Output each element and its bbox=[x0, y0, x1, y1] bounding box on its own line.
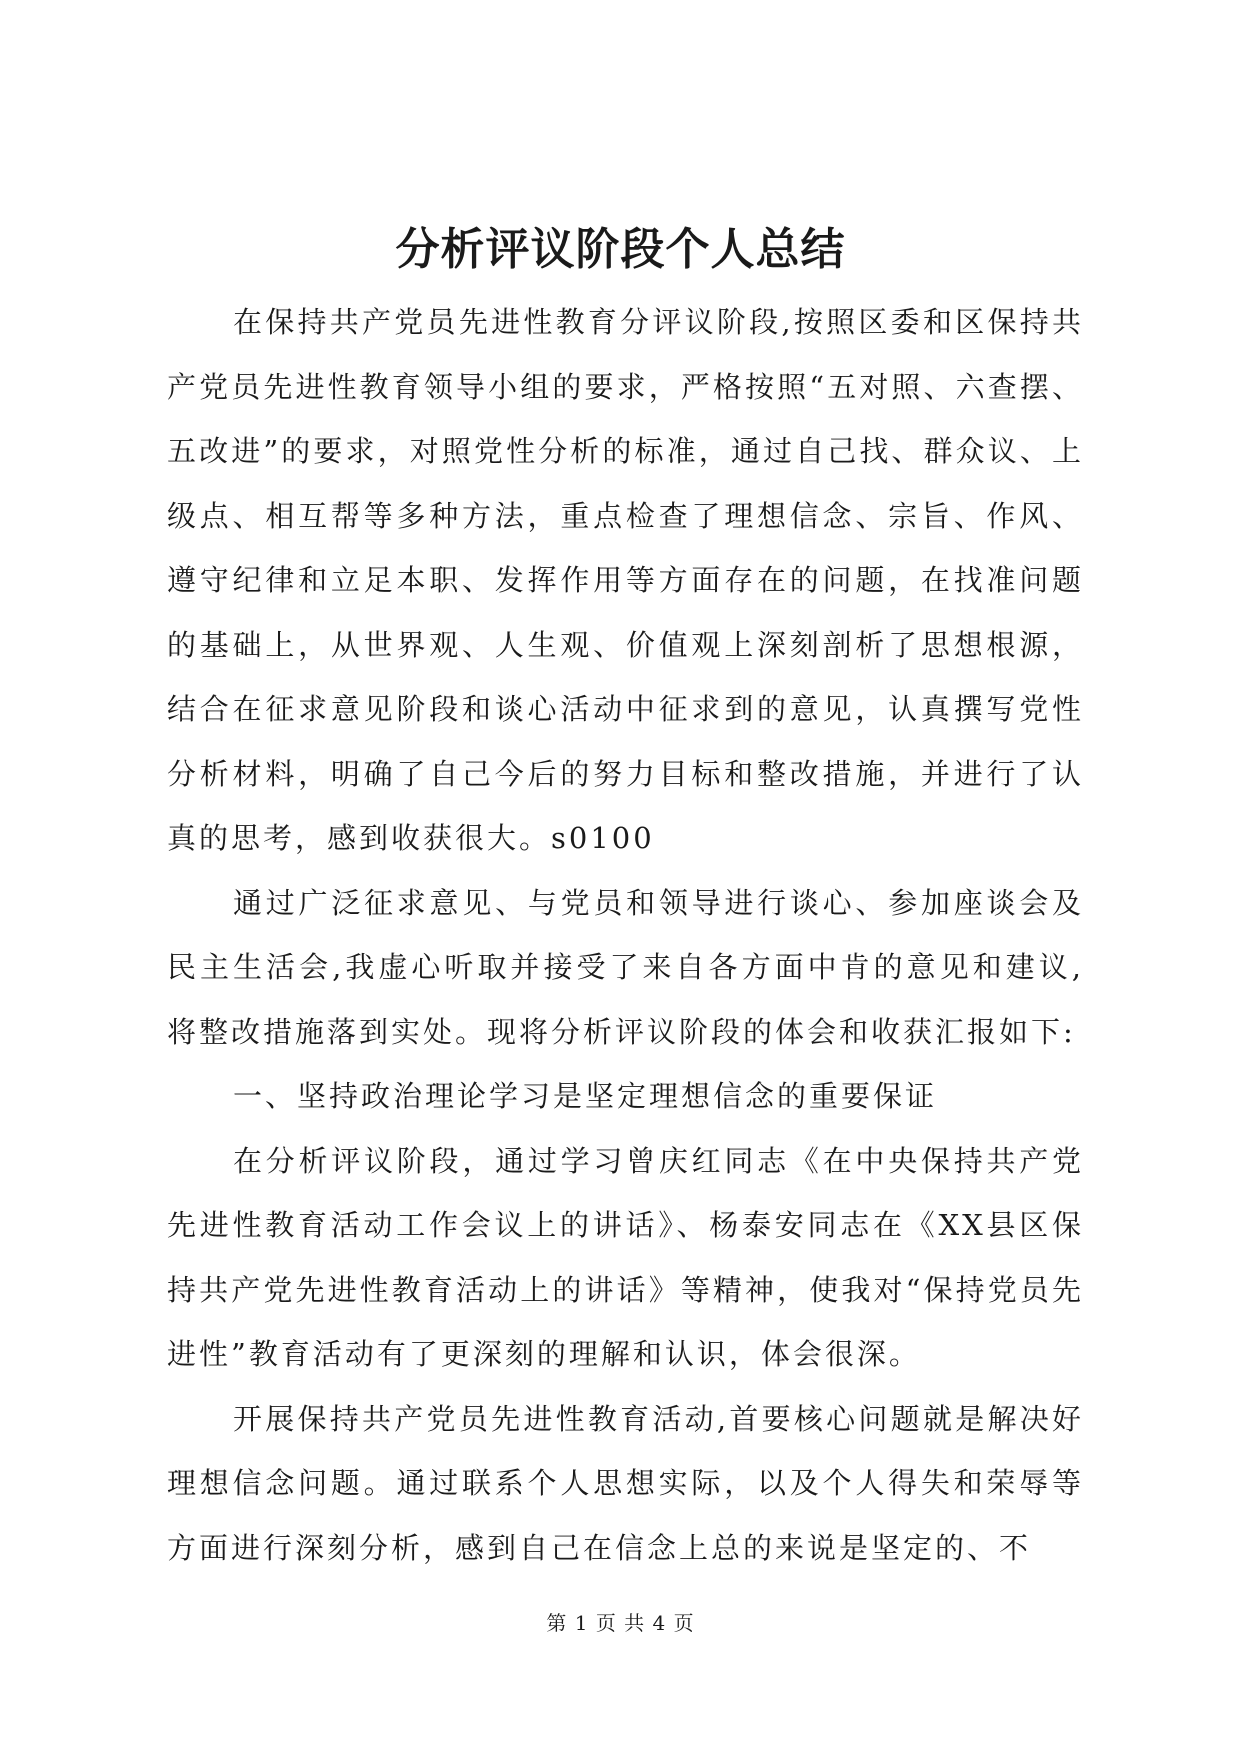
document-title: 分析评议阶段个人总结 bbox=[395, 224, 846, 275]
paragraph-study: 在分析评议阶段，通过学习曾庆红同志《在中央保持共产党先进性教育活动工作会议上的讲话》、杨泰安同志在《XX县区保持共产党先进性教育活动上的讲话》等精神，使我对“保持党员先进性”教育活动有了更深刻的理解和认识，体会很深。 bbox=[167, 1143, 1084, 1371]
document-body bbox=[167, 290, 1084, 1580]
paragraph-opinions: 通过广泛征求意见、与党员和领导进行谈心、参加座谈会及民主生活会,我虚心听取并接受了来自各方面中肯的意见和建议,将整改措施落到实处。现将分析评议阶段的体会和收获汇报如下: bbox=[167, 885, 1084, 1049]
paragraph-intro: 在保持共产党员先进性教育分评议阶段,按照区委和区保持共产党员先进性教育领导小组的要求，严格按照“五对照、六查摆、五改进”的要求，对照党性分析的标准，通过自己找、群众议、上级点、相互帮等多种方法，重点检查了理想信念、宗旨、作风、遵守纪律和立足本职、发挥作用等方面存在的问题，在找准问题的基础上，从世界观、人生观、价值观上深刻剖析了思想根源，结合在征求意见阶段和谈心活动中征求到的意见，认真撰写党性分析材料，明确了自己今后的努力目标和整改措施，并进行了认真的思考，感到收获很大。s0100 bbox=[167, 305, 1084, 855]
paragraph-belief: 开展保持共产党员先进性教育活动,首要核心问题就是解决好理想信念问题。通过联系个人思想实际，以及个人得失和荣辱等方面进行深刻分析，感到自己在信念上总的来说是坚定的、不 bbox=[167, 1401, 1084, 1565]
page-footer: 第 1 页 共 4 页 bbox=[546, 1611, 695, 1635]
section-heading-1: 一、坚持政治理论学习是坚定理想信念的重要保证 bbox=[233, 1079, 938, 1113]
